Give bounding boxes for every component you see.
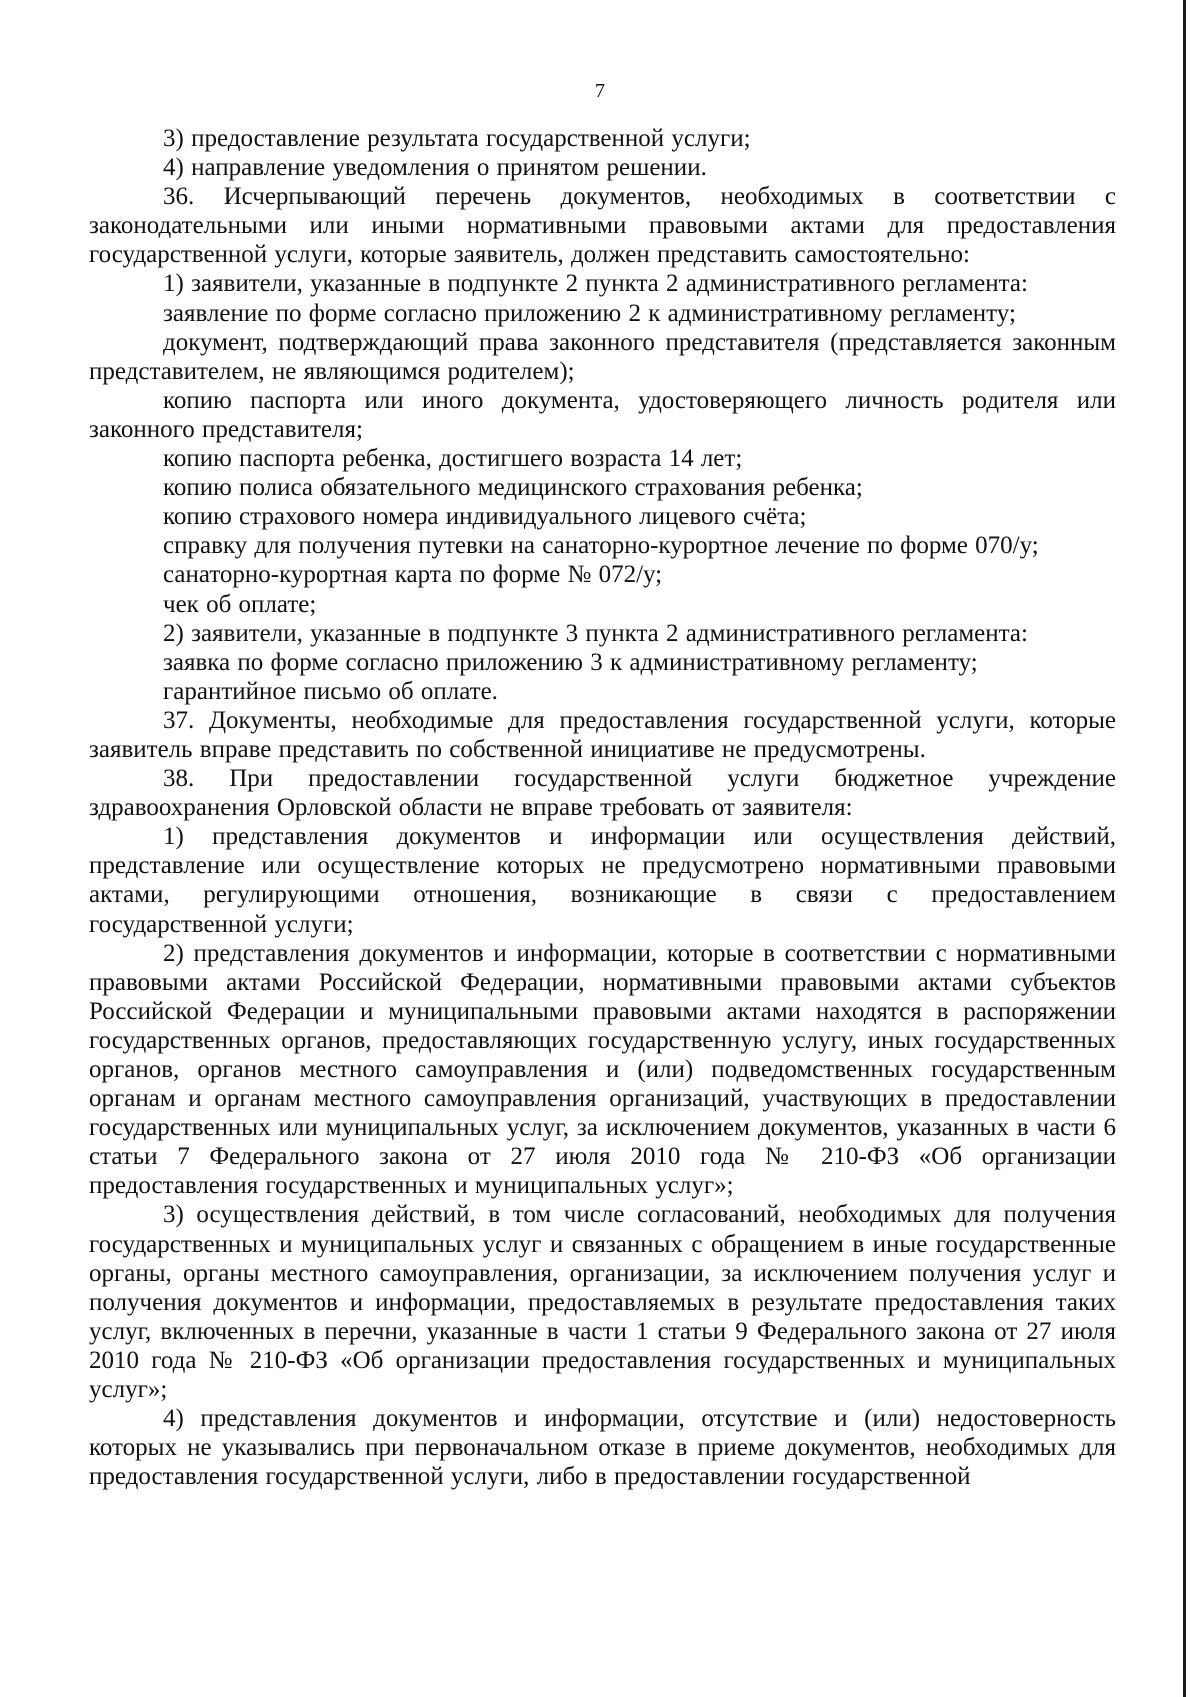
paragraph: заявка по форме согласно приложению 3 к административному регламенту;: [163, 648, 978, 676]
paragraph: 4) представления документов и информации, отсутствие и (или) недостоверность которых не указывались при первоначальном отказе в приеме документов, необходимых для предоставления государственной услуги, либо в предоставлении государственной: [89, 1405, 1116, 1491]
paragraph: документ, подтверждающий права законного представителя (представляется законным представителем, не являющимся родителем);: [89, 328, 1116, 385]
page-number: 7: [595, 80, 605, 102]
paragraph: 2) заявители, указанные в подпункте 3 пункта 2 административного регламента:: [163, 619, 1028, 647]
paragraph: 37. Документы, необходимые для предоставления государственной услуги, которые заявитель вправе представить по собственной инициативе не предусмотрены.: [89, 706, 1116, 763]
paragraph: копию паспорта ребенка, достигшего возраста 14 лет;: [163, 445, 743, 473]
scan-edge-line: [1183, 0, 1186, 1697]
paragraph: гарантийное письмо об оплате.: [163, 677, 498, 705]
paragraph: копию страхового номера индивидуального лицевого счёта;: [163, 503, 807, 531]
paragraph: 38. При предоставлении государственной услуги бюджетное учреждение здравоохранения Орловской области не вправе требовать от заявителя:: [89, 765, 1116, 822]
paragraph: 2) представления документов и информации, которые в соответствии с нормативными правовыми актами Российской Федерации, нормативными правовыми актами субъектов Российской Федерации и муниципальными правовыми актами находятся в распоряжении государственных органов, предоставляющих государственную услугу, иных государственных органов, органов местного самоуправления и (или) подведомственных государственным органам и органам местного самоуправления организаций, участвующих в предоставлении государственных или муниципальных услуг, за исключением документов, указанных в части 6 статьи 7 Федерального закона от 27 июля 2010 года № 210-ФЗ «Об организации предоставления государственных и муниципальных услуг»;: [89, 939, 1116, 1200]
paragraph: 4) направление уведомления о принятом решении.: [163, 154, 707, 182]
document-body: [89, 124, 1116, 1491]
paragraph: копию паспорта или иного документа, удостоверяющего личность родителя или законного представителя;: [89, 386, 1116, 443]
paragraph: 3) осуществления действий, в том числе согласований, необходимых для получения государственных и муниципальных услуг и связанных с обращением в иные государственные органы, органы местного самоуправления, организации, за исключением получения услуг и получения документов и информации, предоставляемых в результате предоставления таких услуг, включенных в перечни, указанные в части 1 статьи 9 Федерального закона от 27 июля 2010 года № 210-ФЗ «Об организации предоставления государственных и муниципальных услуг»;: [89, 1201, 1116, 1404]
paragraph: 3) предоставление результата государственной услуги;: [163, 125, 751, 152]
paragraph: чек об оплате;: [163, 590, 317, 618]
paragraph: 36. Исчерпывающий перечень документов, необходимых в соответствии с законодательными или иными нормативными правовыми актами для предоставления государственной услуги, которые заявитель, должен представить самостоятельно:: [89, 183, 1116, 269]
paragraph: 1) представления документов и информации или осуществления действий, представление или осуществление которых не предусмотрено нормативными правовыми актами, регулирующими отношения, возникающие в связи с предоставлением государственной услуги;: [89, 823, 1116, 938]
paragraph: справку для получения путевки на санаторно-курортное лечение по форме 070/у;: [163, 532, 1039, 560]
paragraph: 1) заявители, указанные в подпункте 2 пункта 2 административного регламента:: [163, 270, 1028, 298]
paragraph: копию полиса обязательного медицинского страхования ребенка;: [163, 474, 863, 502]
paragraph: санаторно-курортная карта по форме № 072/у;: [163, 561, 663, 589]
paragraph: заявление по форме согласно приложению 2 к административному регламенту;: [163, 299, 1016, 327]
